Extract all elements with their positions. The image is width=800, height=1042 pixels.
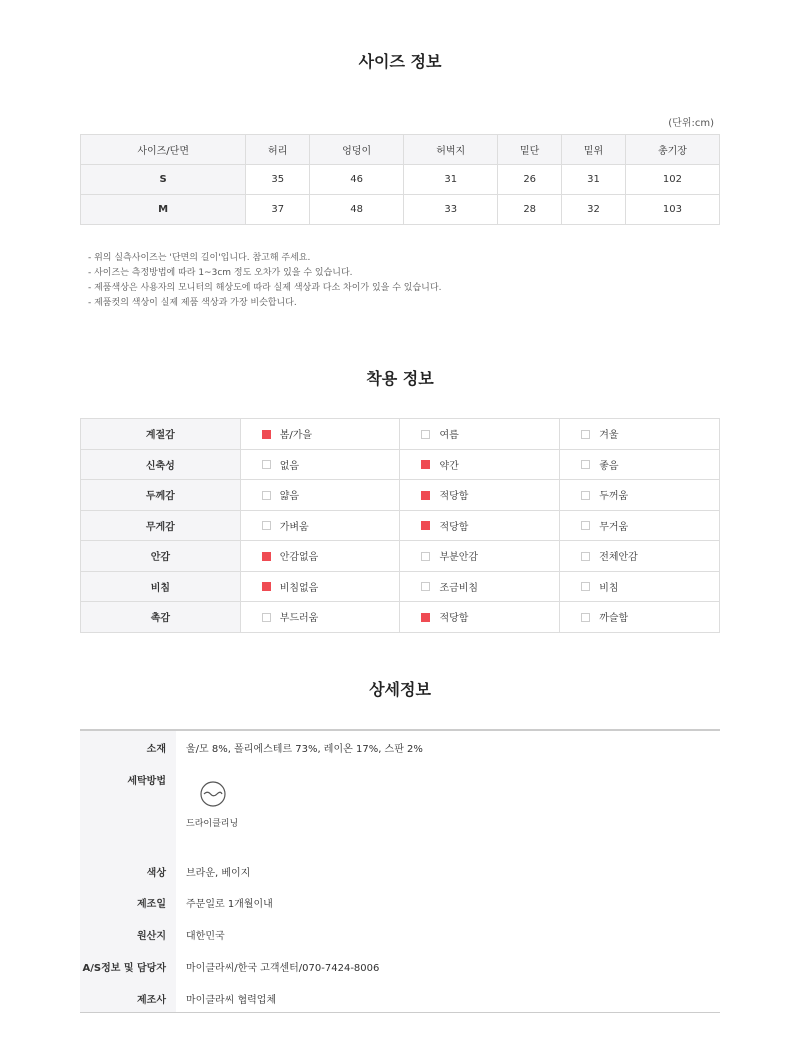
wear-option-label: 약간 [439,460,459,472]
size-cell: 33 [404,195,498,225]
table-row [81,541,720,572]
size-table [80,134,720,225]
checked-square-icon [262,552,271,561]
wear-option [240,541,400,572]
unchecked-square-icon [262,613,271,622]
checked-square-icon [421,460,430,469]
detail-section-title: 상세정보 [369,680,431,699]
wear-option-label: 겨울 [599,430,619,442]
color-value: 브라운, 베이지 [186,868,251,879]
unchecked-square-icon [581,460,590,469]
size-header-cell: 사이즈/단면 [81,135,246,165]
unchecked-square-icon [581,521,590,530]
wear-row-label: 무게감 [81,510,241,541]
table-row [81,195,720,225]
checked-square-icon [262,430,271,439]
size-unit-label: (단위:cm) [668,118,714,129]
wear-option [560,419,720,450]
wear-option-label: 여름 [439,430,459,442]
wear-option [240,571,400,602]
wear-option-label: 까슬함 [599,613,629,625]
unchecked-square-icon [262,460,271,469]
wear-option-label: 가벼움 [279,521,309,533]
size-header-cell: 밑단 [498,135,562,165]
wear-option [560,480,720,511]
size-table-header-row [81,135,720,165]
size-cell: 31 [562,165,626,195]
washing-label: 세탁방법 [127,776,166,787]
wear-option-label: 두꺼움 [599,491,629,503]
size-header-cell: 엉덩이 [310,135,404,165]
wear-option [560,510,720,541]
wear-row-label: 두께감 [81,480,241,511]
table-row [81,510,720,541]
dry-cleaning-label: 드라이클리닝 [186,819,239,829]
wear-option-label: 좋음 [599,460,619,472]
size-notes [88,251,441,311]
checked-square-icon [262,582,271,591]
wear-option [400,541,560,572]
size-cell: 28 [498,195,562,225]
unchecked-square-icon [421,430,430,439]
unchecked-square-icon [581,582,590,591]
detail-top-border [80,729,720,731]
wear-row-label: 계절감 [81,419,241,450]
origin-value: 대한민국 [186,931,225,942]
wear-option [240,419,400,450]
wear-option-label: 없음 [279,460,300,472]
wear-option-label: 조금비침 [439,582,479,594]
size-note: - 위의 실측사이즈는 '단면의 길이'입니다. 참고해 주세요. [88,253,311,263]
wear-option [400,510,560,541]
wear-option-label: 비침없음 [279,582,319,594]
checked-square-icon [421,613,430,622]
wear-option [560,602,720,633]
wear-option-label: 무거움 [599,521,629,533]
size-header-cell: 총기장 [625,135,719,165]
maker-label: 제조사 [137,995,166,1006]
unchecked-square-icon [581,552,590,561]
table-row [81,480,720,511]
wear-option [400,480,560,511]
size-note: - 제품컷의 색상이 실제 제품 색상과 가장 비슷합니다. [88,298,297,308]
size-cell: 37 [246,195,310,225]
unchecked-square-icon [421,582,430,591]
size-cell: 32 [562,195,626,225]
table-row [81,602,720,633]
wear-option [400,419,560,450]
wear-option [400,571,560,602]
checked-square-icon [421,491,430,500]
size-header-cell: 허벅지 [404,135,498,165]
wear-row-label: 안감 [81,541,241,572]
as-info-label: A/S정보 및 담당자 [82,963,166,974]
unchecked-square-icon [262,521,271,530]
detail-bottom-border [80,1012,720,1013]
table-row [81,571,720,602]
table-row [81,165,720,195]
maker-value: 마이클라씨 협력업체 [186,995,277,1006]
size-cell: 103 [625,195,719,225]
unchecked-square-icon [581,430,590,439]
made-date-value: 주문일로 1개월이내 [186,899,273,910]
unchecked-square-icon [421,552,430,561]
material-label: 소재 [146,744,166,755]
table-row [81,449,720,480]
size-note: - 사이즈는 측정방법에 따라 1~3cm 정도 오차가 있을 수 있습니다. [88,268,353,278]
wear-option [400,449,560,480]
wear-row-label: 신축성 [81,449,241,480]
wear-option [400,602,560,633]
as-info-value: 마이클라씨/한국 고객센터/070-7424-8006 [186,963,380,974]
size-cell: 46 [310,165,404,195]
material-value: 울/모 8%, 폴리에스테르 73%, 레이온 17%, 스판 2% [186,744,423,755]
wear-option [560,571,720,602]
origin-label: 원산지 [137,931,166,942]
wear-option-label: 적당함 [439,491,469,503]
wear-option-label: 부분안감 [439,552,479,564]
unchecked-square-icon [581,491,590,500]
size-cell: 35 [246,165,310,195]
size-section-title: 사이즈 정보 [358,52,442,71]
size-cell: 48 [310,195,404,225]
wear-option [240,602,400,633]
size-cell: 102 [625,165,719,195]
wear-option [560,541,720,572]
wear-option-label: 전체안감 [599,552,638,564]
wear-option [240,480,400,511]
wear-option-label: 안감없음 [279,552,319,564]
wear-option [240,449,400,480]
wear-option-label: 적당함 [439,521,469,533]
size-header-cell: 밑위 [562,135,626,165]
wear-option-label: 적당함 [439,613,469,625]
size-note: - 제품색상은 사용자의 모니터의 해상도에 따라 실제 색상과 다소 차이가 있을 수 있습니다. [88,283,442,293]
size-row-head: M [81,195,246,225]
wear-row-label: 비침 [81,571,241,602]
color-label: 색상 [146,868,166,879]
checked-square-icon [421,521,430,530]
wear-section-title: 착용 정보 [366,369,434,388]
wear-option-label: 봄/가을 [279,430,313,442]
table-row [81,419,720,450]
size-cell: 31 [404,165,498,195]
size-row-head: S [81,165,246,195]
dry-cleaning-icon [199,780,227,808]
made-date-label: 제조일 [137,899,166,910]
wear-option [560,449,720,480]
size-cell: 26 [498,165,562,195]
wear-row-label: 촉감 [81,602,241,633]
wear-option-label: 비침 [599,582,619,594]
wear-option [240,510,400,541]
unchecked-square-icon [262,491,271,500]
wear-table [80,418,720,633]
unchecked-square-icon [581,613,590,622]
size-header-cell: 허리 [246,135,310,165]
wear-option-label: 부드러움 [279,613,319,625]
wear-option-label: 얇음 [279,491,300,503]
